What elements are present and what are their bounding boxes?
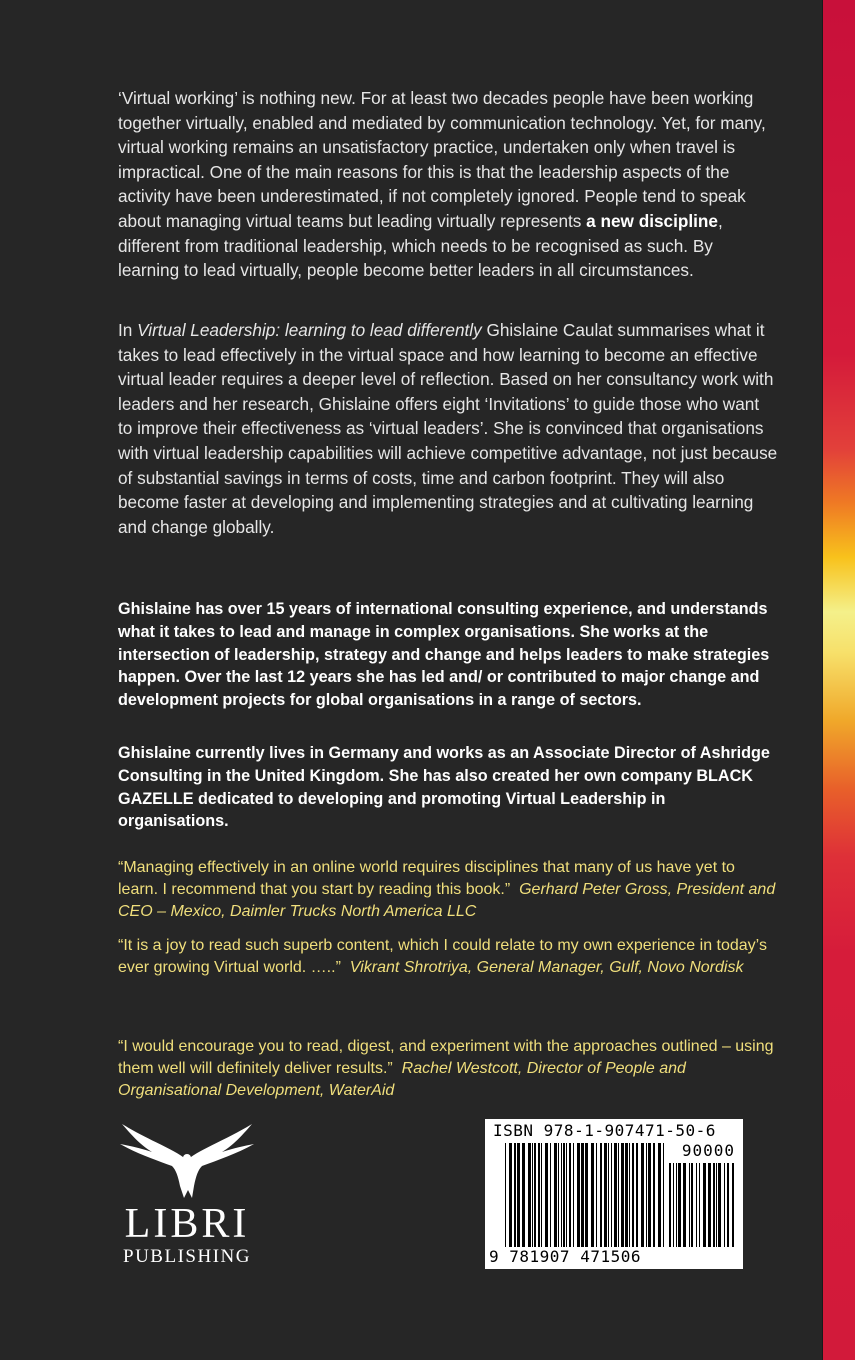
barcode-bar <box>514 1143 516 1247</box>
barcode-bar <box>641 1143 644 1247</box>
quote-attribution: Vikrant Shrotriya, General Manager, Gulf, Novo Nordisk <box>349 959 744 977</box>
barcode-bar <box>561 1143 562 1247</box>
barcode-bar <box>696 1163 697 1247</box>
endorsement-2 <box>118 935 778 979</box>
barcode-bar <box>648 1143 651 1247</box>
barcode-bar <box>528 1143 531 1247</box>
barcode-bar <box>558 1143 559 1247</box>
blurb-paragraph-1 <box>118 86 778 283</box>
barcode-bar <box>600 1143 602 1247</box>
barcode-bar <box>566 1143 567 1247</box>
publisher-subtitle: PUBLISHING <box>123 1246 251 1267</box>
barcode-bar <box>577 1143 580 1247</box>
barcode-bar <box>608 1143 609 1247</box>
bio-text: Ghislaine currently lives in Germany and works as an Associate Director of Ashridge Consulting in the United Kingdom. She has also created her own company BLACK GAZELLE dedicated to developing and promoting Virtual Leadership in organisations. <box>118 744 770 831</box>
barcode-bar <box>522 1143 525 1247</box>
barcode-bar <box>563 1143 565 1247</box>
barcode-bar <box>532 1143 533 1247</box>
blurb-emphasis: a new discipline <box>586 210 718 231</box>
barcode-bar <box>663 1143 664 1247</box>
barcode-bar <box>618 1143 619 1247</box>
barcode-bar <box>517 1143 520 1247</box>
barcode-bar <box>683 1163 686 1247</box>
barcode-bar <box>604 1143 607 1247</box>
barcode-bar <box>673 1163 674 1247</box>
barcode-bar <box>699 1163 700 1247</box>
barcode-bar <box>727 1163 729 1247</box>
barcode-bar <box>691 1163 693 1247</box>
barcode-bar <box>689 1163 690 1247</box>
price-code: 90000 <box>681 1141 735 1160</box>
barcode-bar <box>505 1143 506 1247</box>
color-stripe <box>823 0 855 1360</box>
endorsement-3 <box>118 1036 778 1103</box>
barcode-bar <box>538 1143 540 1247</box>
barcode-bar <box>581 1143 584 1247</box>
barcode-bar <box>669 1163 671 1247</box>
barcode-bar <box>708 1163 711 1247</box>
barcode-bar <box>632 1143 634 1247</box>
barcode-bar <box>732 1163 734 1247</box>
bird-icon <box>112 1120 262 1200</box>
quote-text: “It is a joy to read such superb content, which I could relate to my own experience in today’s ever growing Virtual world. …..” <box>118 937 767 977</box>
barcode-bar <box>703 1163 706 1247</box>
author-bio-2 <box>118 742 778 833</box>
blurb-text: In <box>118 320 138 340</box>
quote-attribution: Gerhard Peter Gross, President and CEO – Mexico, Daimler Trucks North America LLC <box>118 881 776 921</box>
barcode-bar <box>621 1143 624 1247</box>
barcode-bar <box>724 1163 725 1247</box>
barcode-bar <box>614 1143 617 1247</box>
barcode-bar <box>713 1163 715 1247</box>
barcode-bar <box>716 1163 717 1247</box>
barcode-bar <box>585 1143 588 1247</box>
blurb-text: Ghislaine Caulat summarises what it takes to lead effectively in the virtual space and how learning to become an effective virtual leader requires a deeper level of reflection. Based on her consultancy work with leaders and her research, Ghislaine offers eight ‘Invitations’ to guide those who want to improve their effectiveness as ‘virtual leaders’. She is convinced that organisations with virtual leadership capabilities will achieve competitive advantage, not just because of substantial savings in terms of costs, time and carbon footprint. They will also become faster at developing and implementing strategies and at cultivating learning and change globally. <box>118 320 778 537</box>
ean-digits: 9 781907 471506 <box>489 1247 641 1266</box>
barcode-bar <box>569 1143 571 1247</box>
barcode-bar <box>550 1143 551 1247</box>
bio-text: Ghislaine has over 15 years of international consulting experience, and understands what it takes to lead and manage in complex organisations. She works at the intersection of leadership, strategy and change and helps leaders to make strategies happen. Over the last 12 years she has led and/ or contributed to major change and development projects for global organisations in a range of sectors. <box>118 600 770 710</box>
publisher-logo <box>112 1120 262 1268</box>
barcode-bar <box>611 1143 612 1247</box>
barcode-bar <box>646 1143 647 1247</box>
addon-bars <box>669 1163 735 1247</box>
barcode-bar <box>653 1143 655 1247</box>
blurb-text: ‘Virtual working’ is nothing new. For at least two decades people have been working together virtually, enabled and mediated by communication technology. Yet, for many, virtual working remains an unsatisfactory practice, undertaken only when travel is impractical. One of the main reasons for this is that the leadership aspects of the activity have been underestimated, if not completely ignored. People tend to speak about managing virtual teams but leading virtually represents <box>118 88 766 231</box>
publisher-name: LIBRI <box>124 1201 250 1247</box>
book-title: Virtual Leadership: learning to lead differently <box>137 320 482 340</box>
barcode-bar <box>636 1143 638 1247</box>
blurb-text: , different from traditional leadership, which needs to be recognised as such. By learning to lead virtually, people become better leaders in all circumstances. <box>118 210 723 281</box>
quote-attribution: Rachel Westcott, Director of People and Organisational Development, WaterAid <box>118 1060 686 1100</box>
barcode-bar <box>545 1143 548 1247</box>
barcode-bar <box>676 1163 677 1247</box>
barcode-bar <box>596 1143 597 1247</box>
isbn-label: ISBN 978-1-907471-50-6 <box>493 1121 716 1140</box>
barcode <box>485 1119 743 1269</box>
quote-text: “I would encourage you to read, digest, and experiment with the approaches outlined – using them well will definitely deliver results.” <box>118 1038 774 1078</box>
barcode-bar <box>591 1143 594 1247</box>
barcode-bar <box>573 1143 574 1247</box>
author-bio-1 <box>118 598 778 712</box>
barcode-bar <box>509 1143 512 1247</box>
barcode-bar <box>554 1143 557 1247</box>
barcode-bar <box>534 1143 536 1247</box>
blurb-paragraph-2 <box>118 318 778 539</box>
barcode-bar <box>718 1163 721 1247</box>
barcode-bar <box>658 1143 661 1247</box>
barcode-bar <box>541 1143 542 1247</box>
barcode-bar <box>678 1163 681 1247</box>
quote-text: “Managing effectively in an online world requires disciplines that many of us have yet to learn. I recommend that you start by reading this book.” <box>118 859 735 899</box>
barcode-bar <box>629 1143 630 1247</box>
barcode-bar <box>625 1143 628 1247</box>
ean-bars <box>505 1143 665 1247</box>
endorsement-1 <box>118 857 778 924</box>
stripe-edge <box>822 0 823 1360</box>
